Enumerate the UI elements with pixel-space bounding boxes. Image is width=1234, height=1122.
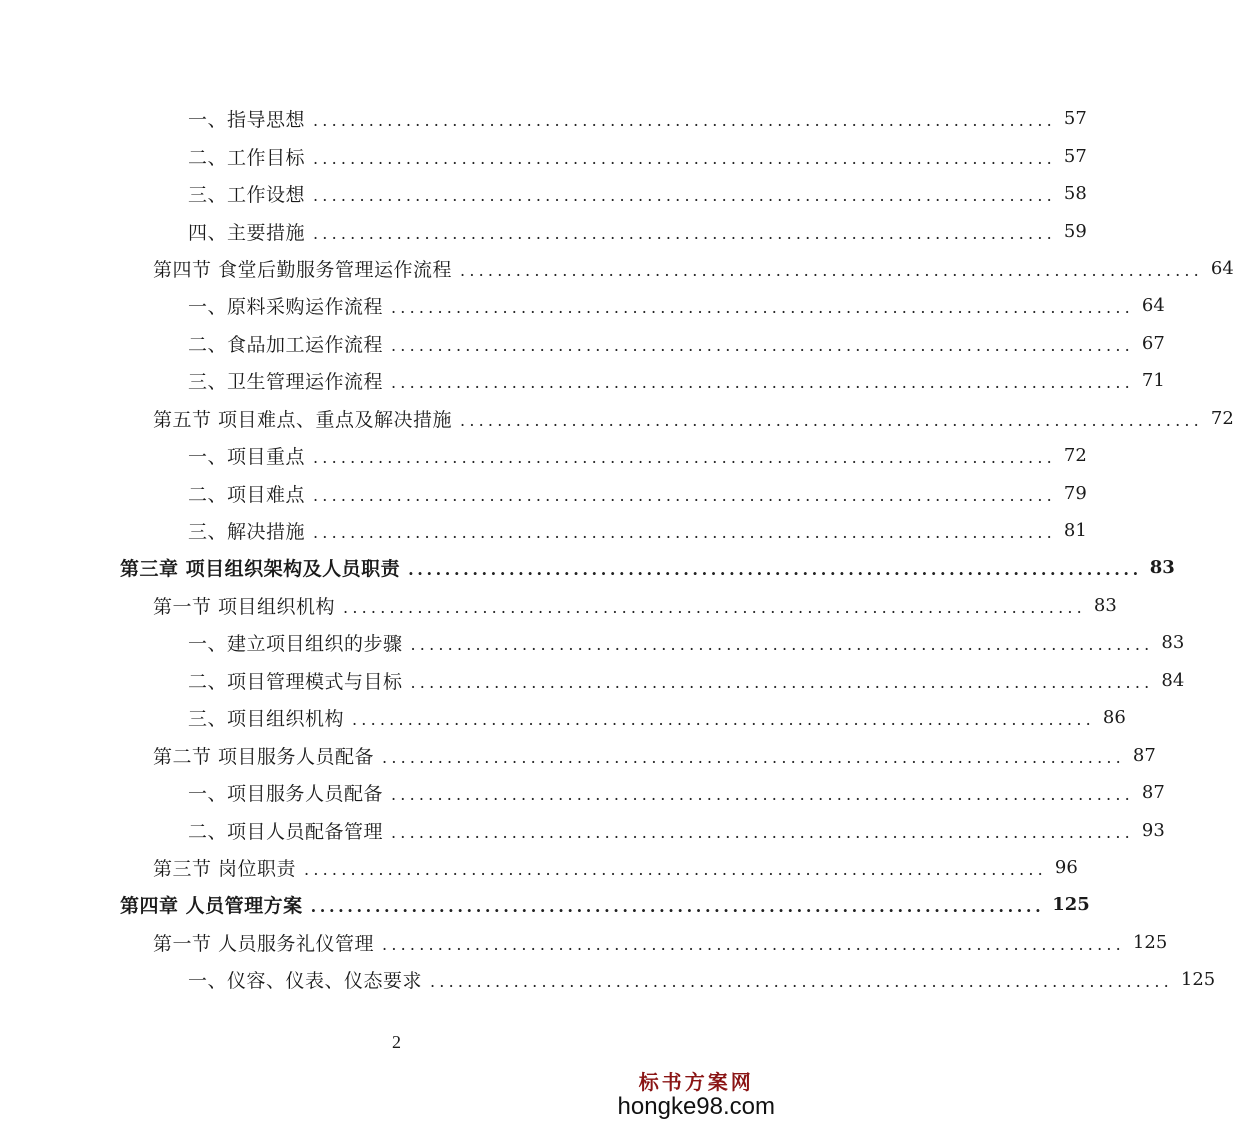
toc-dot-leader: ................................................................................	[460, 410, 1203, 430]
toc-entry-page: 81	[1063, 520, 1087, 542]
toc-dot-leader: ................................................................................	[352, 710, 1095, 730]
toc-entry-page: 86	[1102, 707, 1126, 729]
toc-entry-title: 二、工作目标	[188, 146, 306, 169]
toc-entry-title: 一、建立项目组织的步骤	[188, 633, 403, 656]
toc-dot-leader: ................................................................................	[408, 560, 1142, 580]
toc-entry-page: 83	[1149, 557, 1175, 579]
toc-entry-title: 三、项目组织机构	[188, 708, 345, 731]
toc-entry-item[interactable]	[0, 175, 1087, 212]
toc-entry-item[interactable]	[0, 287, 1165, 324]
toc-entry-section[interactable]	[0, 400, 1234, 437]
toc-entry-title: 第三章 项目组织架构及人员职责	[120, 558, 401, 581]
toc-entry-title: 一、原料采购运作流程	[188, 296, 384, 319]
toc-entry-item[interactable]	[0, 662, 1185, 699]
toc-entry-page: 87	[1141, 782, 1165, 804]
toc-entry-page: 125	[1052, 894, 1090, 916]
toc-entry-page: 83	[1161, 632, 1185, 654]
toc-entry-title: 二、项目难点	[188, 483, 306, 506]
toc-entry-item[interactable]	[0, 624, 1185, 661]
toc-dot-leader: ................................................................................	[313, 223, 1056, 243]
toc-entry-item[interactable]	[0, 512, 1087, 549]
toc-entry-page: 57	[1063, 108, 1087, 130]
toc-entry-page: 125	[1132, 931, 1168, 953]
toc-entry-section[interactable]	[0, 736, 1156, 773]
toc-entry-title: 二、食品加工运作流程	[188, 333, 384, 356]
toc-entry-title: 第一节 人员服务礼仪管理	[153, 932, 375, 955]
toc-entry-page: 57	[1063, 145, 1087, 167]
toc-dot-leader: ................................................................................	[313, 523, 1056, 543]
toc-entry-item[interactable]	[0, 212, 1087, 249]
toc-entry-page: 72	[1210, 407, 1234, 429]
toc-dot-leader: ................................................................................	[391, 298, 1134, 318]
toc-dot-leader: ................................................................................	[382, 934, 1125, 954]
toc-entry-item[interactable]	[0, 137, 1087, 174]
toc-entry-page: 72	[1063, 445, 1087, 467]
toc-entry-page: 93	[1141, 819, 1165, 841]
toc-entry-page: 67	[1141, 332, 1165, 354]
toc-entry-item[interactable]	[0, 100, 1087, 137]
toc-dot-leader: ................................................................................	[313, 186, 1056, 206]
toc-entry-title: 第五节 项目难点、重点及解决措施	[153, 408, 453, 431]
table-of-contents	[0, 100, 1234, 999]
toc-entry-title: 一、仪容、仪表、仪态要求	[188, 970, 423, 993]
toc-entry-chapter[interactable]	[0, 549, 1175, 586]
toc-dot-leader: ................................................................................	[410, 635, 1154, 655]
toc-entry-page: 83	[1093, 594, 1117, 616]
toc-entry-page: 64	[1210, 257, 1234, 279]
toc-entry-title: 三、卫生管理运作流程	[188, 371, 384, 394]
toc-dot-leader: ................................................................................	[391, 822, 1134, 842]
toc-entry-title: 二、项目管理模式与目标	[188, 670, 403, 693]
toc-entry-title: 第一节 项目组织机构	[153, 595, 336, 618]
toc-dot-leader: ................................................................................	[391, 785, 1134, 805]
toc-entry-page: 71	[1141, 370, 1165, 392]
toc-entry-title: 第四章 人员管理方案	[120, 895, 303, 918]
toc-entry-item[interactable]	[0, 961, 1216, 998]
toc-dot-leader: ................................................................................	[391, 335, 1134, 355]
site-watermark	[618, 1066, 775, 1121]
toc-entry-section[interactable]	[0, 250, 1234, 287]
watermark-url: hongke98.com	[617, 1093, 775, 1120]
toc-dot-leader: ................................................................................	[310, 897, 1045, 917]
toc-entry-title: 第四节 食堂后勤服务管理运作流程	[153, 258, 453, 281]
toc-entry-page: 84	[1161, 669, 1185, 691]
toc-dot-leader: ................................................................................	[313, 448, 1056, 468]
toc-entry-page: 87	[1132, 744, 1156, 766]
toc-dot-leader: ................................................................................	[343, 597, 1086, 617]
toc-entry-page: 125	[1180, 969, 1216, 991]
toc-entry-section[interactable]	[0, 924, 1168, 961]
toc-entry-item[interactable]	[0, 325, 1165, 362]
toc-entry-section[interactable]	[0, 849, 1078, 886]
toc-dot-leader: ................................................................................	[313, 111, 1056, 131]
toc-entry-chapter[interactable]	[0, 886, 1090, 923]
toc-entry-title: 四、主要措施	[188, 221, 306, 244]
toc-entry-page: 79	[1063, 482, 1087, 504]
toc-entry-item[interactable]	[0, 774, 1165, 811]
toc-entry-title: 第二节 项目服务人员配备	[153, 745, 375, 768]
toc-entry-title: 一、项目重点	[188, 446, 306, 469]
toc-entry-page: 59	[1063, 220, 1087, 242]
toc-entry-page: 64	[1141, 295, 1165, 317]
toc-dot-leader: ................................................................................	[382, 747, 1125, 767]
toc-entry-title: 一、项目服务人员配备	[188, 783, 384, 806]
toc-dot-leader: ................................................................................	[430, 972, 1173, 992]
toc-dot-leader: ................................................................................	[460, 260, 1203, 280]
toc-entry-page: 96	[1054, 856, 1078, 878]
toc-dot-leader: ................................................................................	[313, 485, 1056, 505]
toc-entry-title: 三、解决措施	[188, 521, 306, 544]
toc-entry-page: 58	[1063, 183, 1087, 205]
toc-entry-item[interactable]	[0, 699, 1126, 736]
toc-entry-title: 二、项目人员配备管理	[188, 820, 384, 843]
toc-entry-item[interactable]	[0, 811, 1165, 848]
toc-dot-leader: ................................................................................	[410, 672, 1154, 692]
toc-dot-leader: ................................................................................	[313, 148, 1056, 168]
toc-dot-leader: ................................................................................	[391, 373, 1134, 393]
toc-entry-item[interactable]	[0, 362, 1165, 399]
toc-entry-title: 第三节 岗位职责	[153, 857, 297, 880]
watermark-title: 标书方案网	[638, 1070, 754, 1094]
toc-entry-item[interactable]	[0, 474, 1087, 511]
page-number: 2	[392, 1032, 401, 1052]
toc-entry-section[interactable]	[0, 587, 1117, 624]
toc-dot-leader: ................................................................................	[304, 859, 1047, 879]
toc-entry-title: 三、工作设想	[188, 184, 306, 207]
toc-entry-title: 一、指导思想	[188, 109, 306, 132]
toc-entry-item[interactable]	[0, 437, 1087, 474]
